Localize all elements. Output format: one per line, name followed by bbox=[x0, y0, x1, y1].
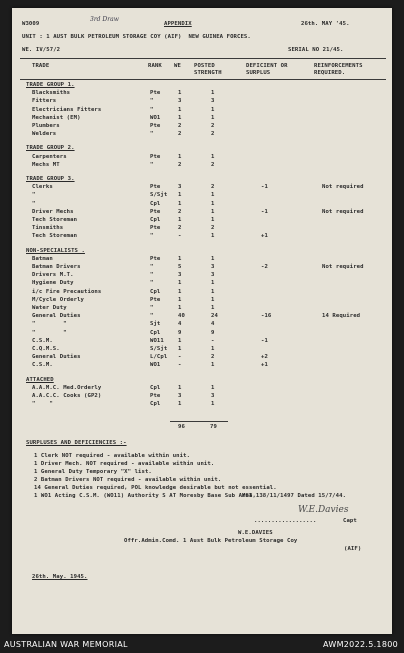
trade-cell: Carpenters bbox=[32, 153, 67, 160]
posted-cell: 1 bbox=[211, 288, 215, 295]
note-line: 1 WO1 Acting C.S.M. (WO11) Authority S AT Moresby Base Sub Area, bbox=[34, 493, 256, 499]
deficient-cell: -1 bbox=[261, 208, 268, 215]
posted-cell: 1 bbox=[211, 280, 215, 287]
surplus-heading: SURPLUSES AND DEFICIENCIES :- bbox=[26, 440, 127, 446]
rank-cell: Cpl bbox=[150, 288, 161, 295]
deficient-cell: +1 bbox=[261, 233, 268, 240]
posted-cell: - bbox=[211, 337, 215, 344]
trade-cell: Mechs MT bbox=[32, 161, 60, 168]
we-cell: - bbox=[178, 362, 182, 369]
we-cell: 3 bbox=[178, 184, 182, 191]
posted-cell: 1 bbox=[211, 90, 215, 97]
we-cell: - bbox=[178, 233, 182, 240]
posted-cell: 1 bbox=[211, 200, 215, 207]
rank-cell: Sjt bbox=[150, 321, 161, 328]
we-cell: 4 bbox=[178, 321, 182, 328]
we-cell: 3 bbox=[178, 393, 182, 399]
appendix-label: APPENDIX bbox=[164, 21, 192, 27]
trade-cell: C.Q.M.S. bbox=[32, 346, 60, 352]
rank-cell: " bbox=[150, 98, 154, 105]
group-title: TRADE GROUP 3. bbox=[26, 176, 75, 182]
rank-cell: " bbox=[150, 280, 154, 287]
deficient-cell: +2 bbox=[261, 354, 268, 361]
col-trade: TRADE bbox=[32, 63, 50, 69]
reinforcement-cell: Not required bbox=[322, 264, 364, 270]
posted-cell: 1 bbox=[211, 346, 215, 352]
trade-cell: Drivers M.T. bbox=[32, 272, 74, 279]
posted-cell: 1 bbox=[211, 208, 215, 215]
we-cell: 40 bbox=[178, 313, 185, 320]
trade-cell: Driver Mechs bbox=[32, 208, 74, 215]
posted-cell: 4 bbox=[211, 321, 215, 328]
we-ref: WE. IV/57/2 bbox=[22, 47, 61, 53]
rank-cell: Pte bbox=[150, 153, 161, 160]
trade-cell: " " bbox=[32, 329, 67, 336]
reinforcement-cell: Not required bbox=[322, 184, 364, 191]
we-cell: 1 bbox=[178, 106, 182, 113]
posted-cell: 2 bbox=[211, 131, 215, 138]
header-rule-bottom bbox=[20, 79, 386, 80]
posted-cell: 9 bbox=[211, 329, 215, 336]
posted-cell: 1 bbox=[211, 255, 215, 262]
archive-footer bbox=[0, 637, 404, 653]
reinforcement-cell: 14 Required bbox=[322, 313, 361, 320]
trade-cell: Water Duty bbox=[32, 305, 67, 311]
signature-title: Offr.Admin.Comd. 1 Aust Bulk Petroleum Storage Coy bbox=[124, 538, 298, 544]
col-reinforcements: REINFORCEMENTS REQUIRED. bbox=[314, 63, 363, 76]
posted-cell: 24 bbox=[211, 313, 218, 320]
signature-title-aif: (AIF) bbox=[344, 546, 362, 552]
total-we: 96 bbox=[178, 424, 185, 430]
we-cell: 1 bbox=[178, 200, 182, 207]
trade-cell: M/Cycle Orderly bbox=[32, 296, 85, 303]
deficient-cell: +1 bbox=[261, 362, 268, 369]
we-cell: 1 bbox=[178, 217, 182, 223]
group-title: TRADE GROUP 1. bbox=[26, 82, 75, 88]
footer-date: 26th. May. 1945. bbox=[32, 574, 88, 580]
trade-cell: Tinsmiths bbox=[32, 225, 64, 232]
rank-cell: Cpl bbox=[150, 217, 161, 223]
rank-cell: Pte bbox=[150, 393, 161, 399]
we-cell: 1 bbox=[178, 337, 182, 344]
header-rule-top bbox=[20, 58, 386, 59]
trade-cell: Fitters bbox=[32, 98, 57, 105]
doc-ref: W3009 bbox=[22, 21, 40, 27]
rank-cell: WO11 bbox=[150, 337, 164, 344]
posted-cell: 2 bbox=[211, 161, 215, 168]
signature-rank: Capt bbox=[343, 518, 357, 524]
rank-cell: " bbox=[150, 305, 154, 311]
we-cell: 1 bbox=[178, 296, 182, 303]
rank-cell: Cpl bbox=[150, 384, 161, 391]
posted-cell: 3 bbox=[211, 272, 215, 279]
posted-cell: 1 bbox=[211, 114, 215, 121]
rank-cell: Pte bbox=[150, 225, 161, 232]
we-cell: 1 bbox=[178, 280, 182, 287]
group-title: NON-SPECIALISTS . bbox=[26, 247, 85, 254]
rank-cell: Pte bbox=[150, 296, 161, 303]
posted-cell: 1 bbox=[211, 153, 215, 160]
posted-cell: 1 bbox=[211, 217, 215, 223]
we-cell: 1 bbox=[178, 255, 182, 262]
rank-cell: Cpl bbox=[150, 329, 161, 336]
totals-rule bbox=[170, 421, 228, 422]
col-posted: POSTED STRENGTH bbox=[194, 63, 222, 76]
we-cell: 5 bbox=[178, 264, 182, 270]
signature-handwriting: W.E.Davies bbox=[298, 505, 349, 515]
handwritten-note: 3rd Draw bbox=[90, 16, 119, 23]
we-cell: 2 bbox=[178, 225, 182, 232]
signature-dots: .................. bbox=[254, 518, 317, 524]
trade-cell: Blacksmiths bbox=[32, 90, 71, 97]
posted-cell: 1 bbox=[211, 296, 215, 303]
we-cell: 1 bbox=[178, 114, 182, 121]
we-cell: 2 bbox=[178, 131, 182, 138]
serial-no: SERIAL NO 21/45. bbox=[288, 47, 344, 53]
doc-date: 26th. MAY '45. bbox=[301, 21, 350, 27]
col-we: WE bbox=[174, 63, 181, 69]
rank-cell: L/Cpl bbox=[150, 354, 168, 361]
trade-cell: " bbox=[32, 192, 36, 199]
col-rank: RANK bbox=[148, 63, 162, 69]
note-line: 1 Driver Mech. NOT required - available within unit. bbox=[34, 461, 215, 467]
posted-cell: 2 bbox=[211, 184, 215, 191]
posted-cell: 2 bbox=[211, 225, 215, 232]
rank-cell: Pte bbox=[150, 90, 161, 97]
col-deficient: DEFICIENT OR SURPLUS bbox=[246, 63, 288, 76]
we-cell: 1 bbox=[178, 305, 182, 311]
posted-cell: 1 bbox=[211, 401, 215, 408]
rank-cell: Cpl bbox=[150, 200, 161, 207]
posted-cell: 1 bbox=[211, 106, 215, 113]
rank-cell: S/Sjt bbox=[150, 346, 168, 352]
rank-cell: S/Sjt bbox=[150, 192, 168, 199]
deficient-cell: -1 bbox=[261, 184, 268, 191]
deficient-cell: -16 bbox=[261, 313, 272, 320]
we-cell: 1 bbox=[178, 346, 182, 352]
rank-cell: " bbox=[150, 264, 154, 270]
rank-cell: " bbox=[150, 106, 154, 113]
posted-cell: 1 bbox=[211, 362, 215, 369]
rank-cell: WO1 bbox=[150, 362, 161, 369]
trade-cell: A.A.M.C. Med.Orderly bbox=[32, 384, 102, 391]
we-cell: 3 bbox=[178, 272, 182, 279]
we-cell: 2 bbox=[178, 208, 182, 215]
we-cell: - bbox=[178, 354, 182, 361]
unit-line: UNIT : 1 AUST BULK PETROLEUM STORAGE COY (AIF) NEW GUINEA FORCES. bbox=[22, 34, 251, 40]
rank-cell: " bbox=[150, 272, 154, 279]
rank-cell: " bbox=[150, 313, 154, 320]
posted-cell: 1 bbox=[211, 233, 215, 240]
trade-cell: i/c Fire Precautions bbox=[32, 288, 102, 295]
we-cell: 3 bbox=[178, 98, 182, 105]
total-posted: 79 bbox=[210, 424, 217, 430]
trade-cell: General Duties bbox=[32, 354, 81, 361]
rank-cell: " bbox=[150, 161, 154, 168]
posted-cell: 2 bbox=[211, 354, 215, 361]
trade-cell: General Duties bbox=[32, 313, 81, 320]
note-line: 2 Batman Drivers NOT required - available within unit. bbox=[34, 477, 222, 483]
trade-cell: Plumbers bbox=[32, 123, 60, 129]
trade-cell: Tech Storeman bbox=[32, 233, 78, 240]
trade-cell: " bbox=[32, 200, 36, 207]
we-cell: 1 bbox=[178, 192, 182, 199]
trade-cell: C.S.M. bbox=[32, 337, 53, 344]
trade-cell: C.S.M. bbox=[32, 362, 53, 369]
rank-cell: " bbox=[150, 233, 154, 240]
archive-id: AWM2022.5.1800 bbox=[323, 640, 398, 649]
rank-cell: " bbox=[150, 131, 154, 138]
trade-cell: Batman bbox=[32, 255, 53, 262]
trade-cell: A.A.C.C. Cooks (GP2) bbox=[32, 393, 102, 399]
we-cell: 1 bbox=[178, 401, 182, 408]
trade-cell: " " bbox=[32, 401, 53, 408]
rank-cell: Pte bbox=[150, 208, 161, 215]
posted-cell: 3 bbox=[211, 98, 215, 105]
trade-cell: Tech Storeman bbox=[32, 217, 78, 223]
rank-cell: Pte bbox=[150, 184, 161, 191]
we-cell: 1 bbox=[178, 384, 182, 391]
we-cell: 2 bbox=[178, 161, 182, 168]
posted-cell: 3 bbox=[211, 264, 215, 270]
rank-cell: Pte bbox=[150, 255, 161, 262]
we-cell: 1 bbox=[178, 90, 182, 97]
posted-cell: 2 bbox=[211, 123, 215, 129]
posted-cell: 1 bbox=[211, 384, 215, 391]
posted-cell: 3 bbox=[211, 393, 215, 399]
note-line: 1 Clerk NOT required - available within unit. bbox=[34, 453, 191, 459]
trade-cell: " " bbox=[32, 321, 67, 328]
group-title: ATTACHED bbox=[26, 376, 54, 383]
deficient-cell: -2 bbox=[261, 264, 268, 270]
document-page bbox=[12, 8, 392, 634]
note-line: MST 138/11/1497 Dated 15/7/44. bbox=[242, 493, 347, 499]
we-cell: 9 bbox=[178, 329, 182, 336]
rank-cell: Cpl bbox=[150, 401, 161, 408]
archive-name: AUSTRALIAN WAR MEMORIAL bbox=[4, 640, 128, 649]
rank-cell: Pte bbox=[150, 123, 161, 129]
trade-cell: Hygiene Duty bbox=[32, 280, 74, 287]
signature-name: W.E.DAVIES bbox=[238, 530, 273, 536]
we-cell: 1 bbox=[178, 288, 182, 295]
note-line: 1 General Duty Temporary "X" list. bbox=[34, 469, 152, 475]
note-line: 14 General Duties required, POL knowledge desirable but not essential. bbox=[34, 485, 277, 491]
trade-cell: Batman Drivers bbox=[32, 264, 81, 270]
trade-cell: Mechanist (EM) bbox=[32, 114, 81, 121]
trade-cell: Clerks bbox=[32, 184, 53, 191]
reinforcement-cell: Not required bbox=[322, 208, 364, 215]
trade-cell: Welders bbox=[32, 131, 57, 138]
trade-cell: Electricians Fitters bbox=[32, 106, 102, 113]
posted-cell: 1 bbox=[211, 192, 215, 199]
deficient-cell: -1 bbox=[261, 337, 268, 344]
group-title: TRADE GROUP 2. bbox=[26, 145, 75, 152]
posted-cell: 1 bbox=[211, 305, 215, 311]
we-cell: 1 bbox=[178, 153, 182, 160]
rank-cell: WO1 bbox=[150, 114, 161, 121]
we-cell: 2 bbox=[178, 123, 182, 129]
